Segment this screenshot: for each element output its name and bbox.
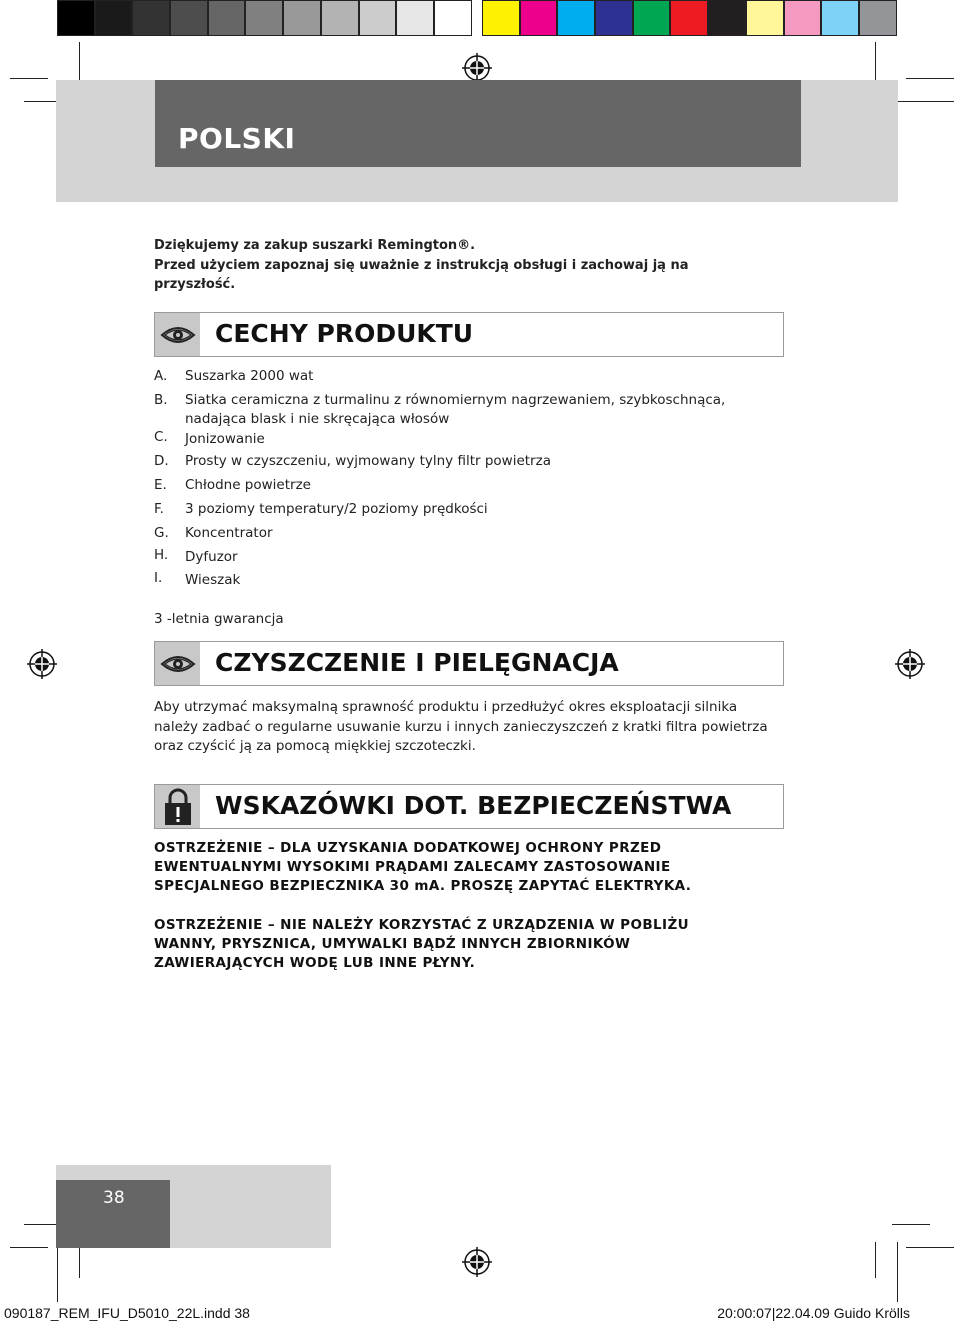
cleaning-line: należy zadbać o regularne usuwanie kurzu i innych zanieczyszczeń z kratki filtra powietrza xyxy=(154,718,768,735)
color-swatch xyxy=(708,0,746,36)
list-letter: A. xyxy=(154,368,168,384)
intro-line: przyszłość. xyxy=(154,277,236,292)
section-title: CECHY PRODUKTU xyxy=(215,319,474,348)
warning-line: OSTRZEŻENIE – DLA UZYSKANIA DODATKOWEJ OCHRONY PRZED xyxy=(154,840,662,856)
list-letter: I. xyxy=(154,570,163,586)
color-swatch xyxy=(595,0,633,36)
gray-swatch xyxy=(283,0,321,36)
list-text: 3 poziomy temperatury/2 poziomy prędkości xyxy=(185,501,488,517)
list-letter: C. xyxy=(154,429,168,445)
list-letter: D. xyxy=(154,453,169,469)
list-text: Suszarka 2000 wat xyxy=(185,368,314,384)
color-swatch xyxy=(784,0,822,36)
list-text: Jonizowanie xyxy=(185,431,265,447)
list-text: nadająca blask i nie skręcająca włosów xyxy=(185,411,450,427)
warning-line: OSTRZEŻENIE – NIE NALEŻY KORZYSTAĆ Z URZĄDZENIA W POBLIŻU xyxy=(154,917,690,933)
gray-swatch xyxy=(57,0,95,36)
gray-swatch xyxy=(245,0,283,36)
gray-swatch xyxy=(170,0,208,36)
section-header-features xyxy=(154,312,784,357)
process-color-bar xyxy=(482,0,897,38)
page-number: 38 xyxy=(103,1188,125,1208)
list-text: Wieszak xyxy=(185,572,241,588)
list-letter: G. xyxy=(154,525,169,541)
file-slug: 090187_REM_IFU_D5010_22L.indd 38 xyxy=(4,1305,250,1321)
warning-line: SPECJALNEGO BEZPIECZNIKA 30 mA. PROSZĘ ZAPYTAĆ ELEKTRYKA. xyxy=(154,878,692,894)
list-letter: B. xyxy=(154,392,168,408)
color-swatch xyxy=(482,0,520,36)
intro-line: Dziękujemy za zakup suszarki Remington®. xyxy=(154,238,476,253)
timestamp-slug: 20:00:07|22.04.09 Guido Krölls xyxy=(717,1305,910,1321)
warning-line: EWENTUALNYMI WYSOKIMI PRĄDAMI ZALECAMY ZASTOSOWANIE xyxy=(154,859,671,875)
warning-block xyxy=(154,916,794,973)
section-header-cleaning xyxy=(154,641,784,686)
gray-swatch xyxy=(321,0,359,36)
gray-swatch xyxy=(95,0,133,36)
gray-swatch xyxy=(359,0,397,36)
cleaning-line: oraz czyścić ją za pomocą miękkiej szczoteczki. xyxy=(154,738,476,754)
list-text: Dyfuzor xyxy=(185,549,238,565)
warning-line: ZAWIERAJĄCYCH WODĘ LUB INNE PŁYNY. xyxy=(154,955,476,971)
eye-icon xyxy=(155,313,200,356)
padlock-warning-icon xyxy=(155,785,200,828)
intro-text xyxy=(154,236,688,295)
grayscale-color-bar xyxy=(57,0,472,38)
cleaning-text xyxy=(154,698,768,757)
color-swatch xyxy=(670,0,708,36)
color-swatch xyxy=(746,0,784,36)
cleaning-line: Aby utrzymać maksymalną sprawność produktu i przedłużyć okres eksploatacji silnika xyxy=(154,699,738,715)
color-swatch xyxy=(557,0,595,36)
warning-line: WANNY, PRYSZNICA, UMYWALKI BĄDŹ INNYCH ZBIORNIKÓW xyxy=(154,936,631,952)
warning-block xyxy=(154,839,794,896)
section-header-safety xyxy=(154,784,784,829)
registration-mark-icon xyxy=(895,649,925,679)
list-text: Prosty w czyszczeniu, wyjmowany tylny filtr powietrza xyxy=(185,453,551,469)
color-swatch xyxy=(633,0,671,36)
color-swatch xyxy=(520,0,558,36)
registration-mark-icon xyxy=(27,649,57,679)
gray-swatch xyxy=(132,0,170,36)
gray-swatch xyxy=(434,0,472,36)
gray-swatch xyxy=(208,0,246,36)
list-letter: H. xyxy=(154,547,169,563)
gray-swatch xyxy=(396,0,434,36)
list-text: Siatka ceramiczna z turmalinu z równomiernym nagrzewaniem, szybkoschnąca, xyxy=(185,392,726,408)
registration-mark-icon xyxy=(462,53,492,83)
registration-mark-icon xyxy=(462,1247,492,1277)
warranty-text: 3 -letnia gwarancja xyxy=(154,611,284,627)
color-swatch xyxy=(859,0,897,36)
intro-line: Przed użyciem zapoznaj się uważnie z instrukcją obsługi i zachowaj ją na xyxy=(154,257,689,273)
list-letter: E. xyxy=(154,477,167,493)
list-text: Koncentrator xyxy=(185,525,273,541)
color-swatch xyxy=(821,0,859,36)
section-title: WSKAZÓWKI DOT. BEZPIECZEŃSTWA xyxy=(215,791,732,820)
eye-icon xyxy=(155,642,200,685)
page-title: POLSKI xyxy=(178,122,296,155)
section-title: CZYSZCZENIE I PIELĘGNACJA xyxy=(215,648,619,677)
list-letter: F. xyxy=(154,501,164,517)
list-text: Chłodne powietrze xyxy=(185,477,311,493)
